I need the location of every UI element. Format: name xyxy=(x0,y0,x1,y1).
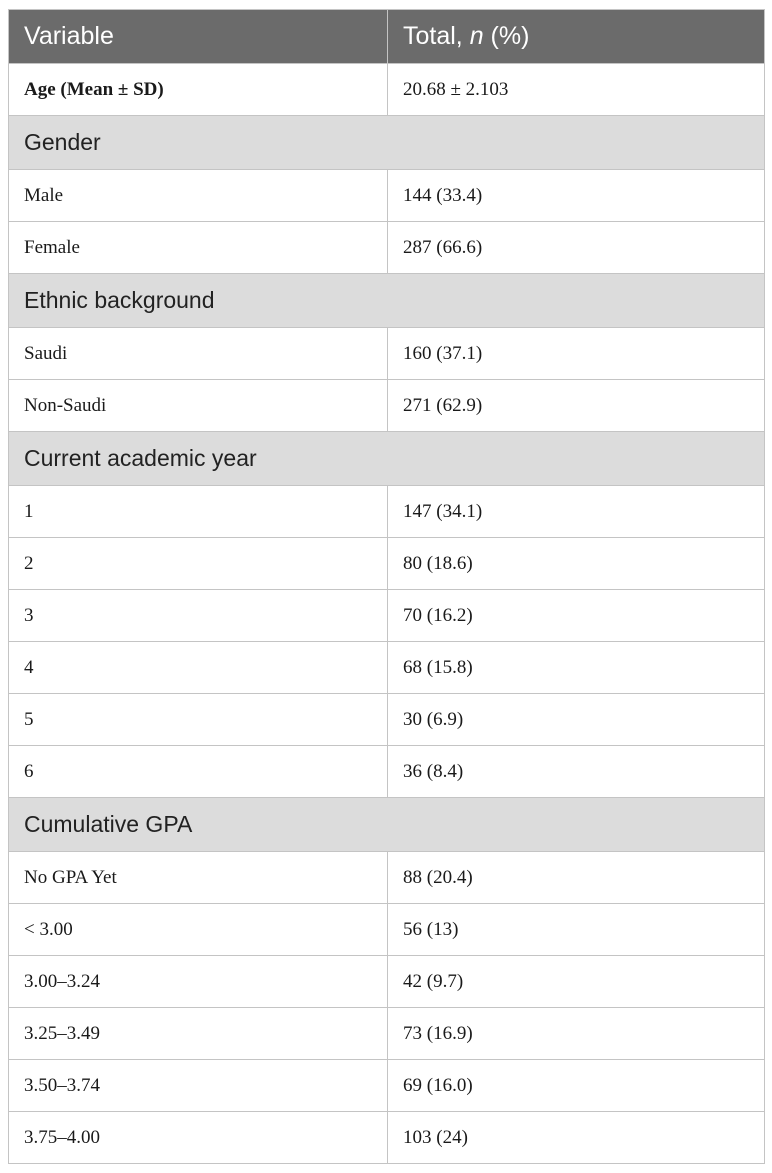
header-total xyxy=(388,10,765,64)
row-value: 88 (20.4) xyxy=(388,852,765,904)
header-variable: Variable xyxy=(9,10,388,64)
table-row xyxy=(9,1112,765,1164)
section-header-row xyxy=(9,798,765,852)
row-value: 36 (8.4) xyxy=(388,746,765,798)
table-row xyxy=(9,328,765,380)
header-row xyxy=(9,10,765,64)
table-row xyxy=(9,904,765,956)
section-header-row xyxy=(9,432,765,486)
row-value: 70 (16.2) xyxy=(388,590,765,642)
row-label: Saudi xyxy=(9,328,388,380)
row-value: 103 (24) xyxy=(388,1112,765,1164)
row-label: 6 xyxy=(9,746,388,798)
table-row xyxy=(9,222,765,274)
header-total-suffix: (%) xyxy=(483,22,530,50)
row-value: 30 (6.9) xyxy=(388,694,765,746)
table-row xyxy=(9,642,765,694)
row-label: 3.50–3.74 xyxy=(9,1060,388,1112)
row-value: 147 (34.1) xyxy=(388,486,765,538)
section-label: Gender xyxy=(9,116,765,170)
section-header-row xyxy=(9,274,765,328)
row-label: No GPA Yet xyxy=(9,852,388,904)
table-row xyxy=(9,746,765,798)
demographics-table xyxy=(8,9,765,1164)
row-label: Male xyxy=(9,170,388,222)
table-row xyxy=(9,694,765,746)
section-label: Ethnic background xyxy=(9,274,765,328)
row-label: 1 xyxy=(9,486,388,538)
table-row xyxy=(9,64,765,116)
row-value: 73 (16.9) xyxy=(388,1008,765,1060)
row-value: 160 (37.1) xyxy=(388,328,765,380)
section-header-row xyxy=(9,116,765,170)
row-label: 3.25–3.49 xyxy=(9,1008,388,1060)
row-value: 20.68 ± 2.103 xyxy=(388,64,765,116)
row-label: 3 xyxy=(9,590,388,642)
row-value: 69 (16.0) xyxy=(388,1060,765,1112)
table-row xyxy=(9,956,765,1008)
row-label: Age (Mean ± SD) xyxy=(9,64,388,116)
row-label: Non-Saudi xyxy=(9,380,388,432)
row-value: 56 (13) xyxy=(388,904,765,956)
section-label: Current academic year xyxy=(9,432,765,486)
row-label: 3.75–4.00 xyxy=(9,1112,388,1164)
row-label: 4 xyxy=(9,642,388,694)
table-row xyxy=(9,170,765,222)
row-value: 144 (33.4) xyxy=(388,170,765,222)
table-row xyxy=(9,1060,765,1112)
row-label: 3.00–3.24 xyxy=(9,956,388,1008)
row-label: 2 xyxy=(9,538,388,590)
row-label: 5 xyxy=(9,694,388,746)
table-row xyxy=(9,538,765,590)
table-row xyxy=(9,852,765,904)
table-row xyxy=(9,1008,765,1060)
header-total-n: n xyxy=(469,22,484,50)
row-value: 42 (9.7) xyxy=(388,956,765,1008)
row-value: 80 (18.6) xyxy=(388,538,765,590)
row-value: 287 (66.6) xyxy=(388,222,765,274)
table-row xyxy=(9,486,765,538)
table-row xyxy=(9,590,765,642)
row-label: Female xyxy=(9,222,388,274)
table-row xyxy=(9,380,765,432)
table-body xyxy=(9,64,765,1164)
row-value: 271 (62.9) xyxy=(388,380,765,432)
row-label: < 3.00 xyxy=(9,904,388,956)
header-total-prefix: Total, xyxy=(403,22,470,50)
row-value: 68 (15.8) xyxy=(388,642,765,694)
section-label: Cumulative GPA xyxy=(9,798,765,852)
